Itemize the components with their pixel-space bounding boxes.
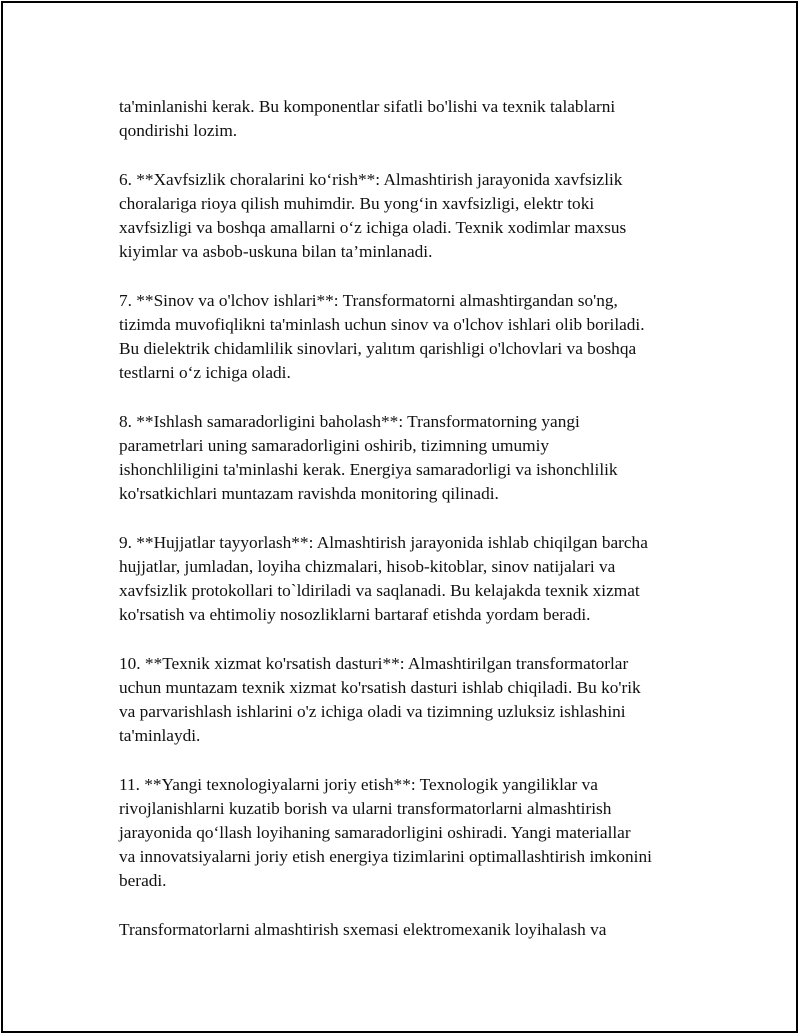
text-line: ko'rsatish va ehtimoliy nosozliklarni bartaraf etishda yordam beradi. xyxy=(119,605,591,625)
text-line: jarayonida qo‘llash loyihaning samaradorligini oshiradi. Yangi materiallar xyxy=(119,823,631,842)
paragraph-item-7 xyxy=(119,289,699,386)
text-line: ko'rsatkichlari muntazam ravishda monitoring qilinadi. xyxy=(119,484,499,504)
paragraph-item-9 xyxy=(119,531,699,628)
text-line: 6. **Xavfsizlik choralarini ko‘rish**: Almashtirish jarayonida xavfsizlik xyxy=(119,169,623,189)
paragraph-continuation xyxy=(119,95,699,143)
paragraph-item-11 xyxy=(119,773,699,894)
text-line: 11. **Yangi texnologiyalarni joriy etish**: Texnologik yangiliklar va xyxy=(119,774,598,794)
text-line: 7. **Sinov va o'lchov ishlari**: Transformatorni almashtirgandan so'ng, xyxy=(119,290,618,310)
document-body xyxy=(119,95,699,966)
text-line: Bu dielektrik chidamlilik sinovlari, yalıtım qarishligi o'lchovlari va boshqa xyxy=(119,339,637,358)
text-line: va innovatsiyalarni joriy etish energiya tizimlarini optimallashtirish imkonini xyxy=(119,847,652,867)
paragraph-conclusion xyxy=(119,918,699,942)
text-line: 10. **Texnik xizmat ko'rsatish dasturi**: Almashtirilgan transformatorlar xyxy=(119,653,629,673)
text-line: ta'minlaydi. xyxy=(119,726,201,746)
text-line: ishonchliligini ta'minlashi kerak. Energiya samaradorligi va ishonchlilik xyxy=(119,460,618,479)
text-line: choralariga rioya qilish muhimdir. Bu yong‘in xavfsizligi, elektr toki xyxy=(119,193,595,213)
paragraph-item-8 xyxy=(119,410,699,507)
text-line: testlarni o‘z ichiga oladi. xyxy=(119,363,291,383)
text-line: parametrlari uning samaradorligini oshirib, tizimning umumiy xyxy=(119,435,550,455)
paragraph-item-6 xyxy=(119,168,699,265)
text-line: beradi. xyxy=(119,871,167,891)
text-line: 8. **Ishlash samaradorligini baholash**: Transformatorning yangi xyxy=(119,411,580,431)
text-line: xavfsizlik protokollari to`ldiriladi va saqlanadi. Bu kelajakda texnik xizmat xyxy=(119,581,640,600)
text-line: Transformatorlarni almashtirish sxemasi elektromexanik loyihalash va xyxy=(119,919,607,939)
text-line: kiyimlar va asbob-uskuna bilan ta’minlanadi. xyxy=(119,242,433,262)
text-line: qondirishi lozim. xyxy=(119,121,238,141)
text-line: uchun muntazam texnik xizmat ko'rsatish dasturi ishlab chiqiladi. Bu ko'rik xyxy=(119,677,641,697)
text-line: xavfsizligi va boshqa amallarni o‘z ichiga oladi. Texnik xodimlar maxsus xyxy=(119,218,627,237)
paragraph-item-10 xyxy=(119,652,699,749)
text-line: ta'minlanishi kerak. Bu komponentlar sifatli bo'lishi va texnik talablarni xyxy=(119,97,616,116)
text-line: rivojlanishlarni kuzatib borish va ularni transformatorlarni almashtirish xyxy=(119,798,612,818)
text-line: tizimda muvofiqlikni ta'minlash uchun sinov va o'lchov ishlari olib boriladi. xyxy=(119,314,645,334)
text-line: hujjatlar, jumladan, loyiha chizmalari, hisob-kitoblar, sinov natijalari va xyxy=(119,556,616,576)
page-frame xyxy=(1,1,798,1033)
text-line: va parvarishlash ishlarini o'z ichiga oladi va tizimning uzluksiz ishlashini xyxy=(119,702,626,721)
text-line: 9. **Hujjatlar tayyorlash**: Almashtirish jarayonida ishlab chiqilgan barcha xyxy=(119,532,648,552)
